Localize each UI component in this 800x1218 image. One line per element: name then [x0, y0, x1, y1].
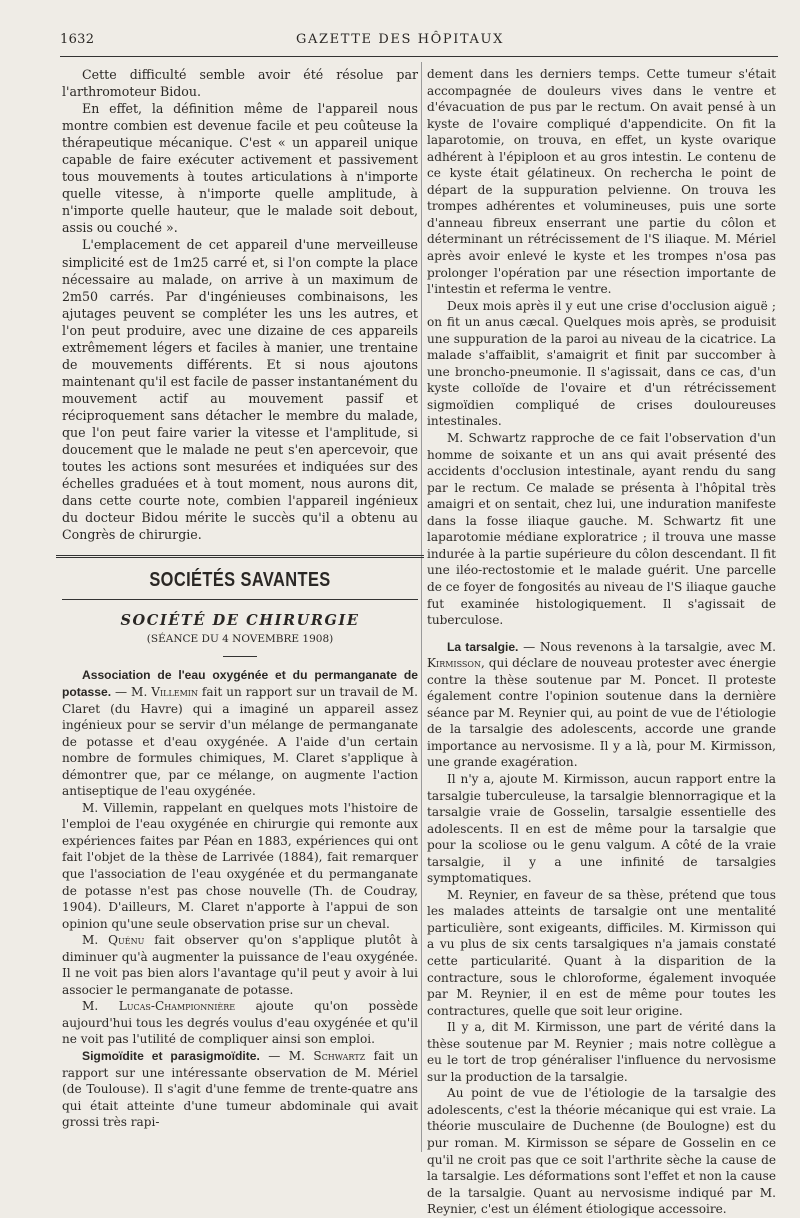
left-column	[62, 66, 418, 1131]
header-rule	[60, 56, 778, 57]
seance-date: (SÉANCE DU 4 NOVEMBRE 1908)	[146, 633, 334, 646]
speaker-name: Kirmisson	[427, 656, 481, 671]
paragraph: Il y a, dit M. Kirmisson, une part de vérité dans la thèse soutenue par M. Reynier ; mais notre collègue a eu le tort de trop généraliser l'influence du nervosisme sur la production de la tarsalgie.	[427, 1020, 776, 1084]
right-column	[427, 66, 776, 1218]
paragraph: Deux mois après il y eut une crise d'occlusion aiguë ; on fit un anus cæcal. Quelques mois après, se produisit une suppuration de la paroi au niveau de la cicatrice. La malade s'affaiblit, s'amaigrit et finit par succomber à une broncho-pneumonie. Il s'agissait, dans ce cas, d'un kyste colloïde de l'ovaire et d'un rétrécissement sigmoïdien compliqué de crises douloureuses intestinales.	[427, 298, 776, 429]
paragraph: M. Reynier, en faveur de sa thèse, prétend que tous les malades atteints de tarsalgie ont une mentalité particulière, sont exigeants, difficiles. M. Kirmisson qui a vu plus de six cents tarsalgiques n'a jamais constaté cette particularité. Quant à la disparition de la contracture, sous le chloroforme, également invoquée par M. Reynier, il en est de même pour toutes les contractures, quelle que soit leur origine.	[427, 887, 776, 1018]
page-header	[0, 0, 800, 60]
running-title: GAZETTE DES HÔPITAUX	[296, 32, 504, 47]
intro-paragraph-2: En effet, la définition même de l'appareil nous montre combien est devenue facile et peu coûteuse la thérapeutique mécanique. C'est « un appareil unique capable de faire exécuter activement et passivement tous mouvements à toutes articulations à n'importe quelle vitesse, à n'importe quelle amplitude, à n'importe quelle hauteur, que le malade soit debout, assis ou couché ».	[62, 101, 418, 236]
paragraph: dement dans les derniers temps. Cette tumeur s'était accompagnée de douleurs vives dans le ventre et d'évacuation de pus par le rectum. On avait pensé à un kyste de l'ovaire compliqué d'appendicite. On fit la laparotomie, on trouva, en effet, un kyste ovarique adhérent à l'épiploon et au gros intestin. Le contenu de ce kyste était gélatineux. On rechercha le point de départ de la suppuration pelvienne. On trouva les trompes adhérentes et volumineuses, puis une sorte d'anneau fibreux enserrant une partie du côlon et déterminant un rétrécissement de l'S iliaque. M. Mériel après avoir enlevé le kyste et les trompes n'osa pas prolonger l'opération par une résection importante de l'intestin et referma le ventre.	[427, 67, 776, 297]
column-divider	[421, 62, 422, 1152]
paragraph: Il n'y a, ajoute M. Kirmisson, aucun rapport entre la tarsalgie tuberculeuse, la tarsalgie blennorragique et la tarsalgie vraie de Gosselin, tarsalgie essentielle des adolescents. Il en est de même pour la tarsalgie que pour la scoliose ou le genu valgum. A côté de la vraie tarsalgie, il y a une infinité de tarsalgies symptomatiques.	[427, 771, 776, 886]
page-number: 1632	[60, 32, 95, 47]
speaker-name: Quénu	[108, 933, 145, 948]
paragraph: M. Schwartz rapproche de ce fait l'observation d'un homme de soixante et un ans qui avait présenté des accidents d'occlusion intestinale, ayant rendu du sang par le rectum. Ce malade se présenta à l'hôpital très amaigri et on sentait, chez lui, une induration manifeste dans la fosse iliaque gauche. M. Schwartz fit une laparotomie médiane exploratrice ; il trouva une masse indurée à la partie supérieure du côlon descendant. Il fit une iléo-rectostomie et le malade guérit. Une parcelle de ce foyer de fongosités au niveau de l'S iliaque gauche fut examinée histologiquement. Il s'agissait de tuberculose.	[427, 431, 776, 628]
article-tarsalgie: La tarsalgie. — Nous revenons à la tarsalgie, avec M. Kirmisson, qui déclare de nouveau protester avec énergie contre la thèse soutenue par M. Poncet. Il proteste également contre l'opinion soutenue dans la dernière séance par M. Reynier qui, au point de vue de l'étiologie de la tarsalgie des adolescents, accorde une grande importance au nervosisme. Il y a là, pour M. Kirmisson, une grande exagération.	[427, 639, 776, 770]
article-eau-oxygenee: Association de l'eau oxygénée et du permanganate de potasse. — M. Villemin fait un rapport sur un travail de M. Claret (du Havre) qui a imaginé un appareil assez ingénieux pour se servir d'un mélange de permanganate de potasse et d'eau oxygénée. A l'aide d'un certain nombre de formules chimiques, M. Claret s'applique à démontrer que, par ce mélange, on augmente l'action antiseptique de l'eau oxygénée.	[62, 668, 418, 799]
section-rule	[56, 555, 424, 558]
paragraph: M. Lucas-Championnière ajoute qu'on possède aujourd'hui tous les degrés voulus d'eau oxygénée et qu'il ne voit pas l'utilité de compliquer ainsi son emploi.	[62, 999, 418, 1047]
article-heading: La tarsalgie.	[447, 639, 519, 654]
paragraph: Au point de vue de l'étiologie de la tarsalgie des adolescents, c'est la théorie mécanique qui est vraie. La théorie musculaire de Duchenne (de Boulogne) est du pur roman. M. Kirmisson se sépare de Gosselin en ce qu'il ne croit pas que ce soit l'arthrite sèche la cause de la tarsalgie. Les déformations sont l'effet et non la cause de la tarsalgie. Quant au nervosisme indiqué par M. Reynier, c'est un élément étiologique accessoire.	[427, 1086, 776, 1217]
speaker-name: Villemin	[151, 685, 198, 699]
paragraph: M. Villemin, rappelant en quelques mots l'histoire de l'emploi de l'eau oxygénée en chirurgie qui remonte aux expériences faites par Péan en 1883, expériences qui ont fait l'objet de la thèse de Larrivée (1884), fait remarquer que l'association de l'eau oxygénée et du permanganate de potasse n'est pas chose nouvelle (Th. de Coudray, 1904). D'ailleurs, M. Claret n'apporte à l'appui de son opinion qu'une seule observation prise sur un cheval.	[62, 800, 418, 931]
short-rule	[223, 656, 257, 657]
section-title-rule	[62, 599, 418, 600]
speaker-name: Schwartz	[313, 1049, 366, 1064]
section-title: SOCIÉTÉS SAVANTES	[149, 569, 331, 592]
society-title: SOCIÉTÉ DE CHIRURGIE	[120, 612, 360, 630]
speaker-name: Lucas-Championnière	[118, 999, 236, 1014]
intro-paragraph-3: L'emplacement de cet appareil d'une merveilleuse simplicité est de 1m25 carré et, si l'on compte la place nécessaire au malade, on arrive à un maximum de 2m50 carrés. Par d'ingénieuses combinaisons, les ajutages peuvent se compléter les uns les autres, et l'on peut produire, avec une dizaine de ces appareils extrêmement légers et faciles à manier, une trentaine de mouvements différents. Et si nous ajoutons maintenant qu'il est facile de passer instantanément du mouvement actif au mouvement passif et réciproquement sans détacher le membre du malade, que l'on peut faire varier la vitesse et l'amplitude, si doucement que le malade ne peut s'en apercevoir, que toutes les actions sont mesurées et indiquées sur des échelles graduées et à tout moment, nous aurons dit, dans cette courte note, combien l'appareil ingénieux du docteur Bidou mérite le succès qu'il a obtenu au Congrès de chirurgie.	[62, 237, 418, 543]
article-heading: Association de l'eau oxygénée et du permanganate de potasse.	[62, 668, 418, 699]
spacer	[427, 629, 776, 639]
paragraph: M. Quénu fait observer qu'on s'applique plutôt à diminuer qu'à augmenter la puissance de l'eau oxygénée. Il ne voit pas bien alors l'avantage qu'il peut y avoir à lui associer le permanganate de potasse.	[62, 933, 418, 997]
article-sigmoidite: Sigmoïdite et parasigmoïdite. — M. Schwartz fait un rapport sur une intéressante observation de M. Mériel (de Toulouse). Il s'agit d'une femme de trente-quatre ans qui était atteinte d'une tumeur abdominale qui avait grossi très rapi-	[62, 1049, 418, 1130]
article-heading: Sigmoïdite et parasigmoïdite.	[82, 1049, 260, 1064]
intro-paragraph-1: Cette difficulté semble avoir été résolue par l'arthromoteur Bidou.	[62, 67, 418, 100]
